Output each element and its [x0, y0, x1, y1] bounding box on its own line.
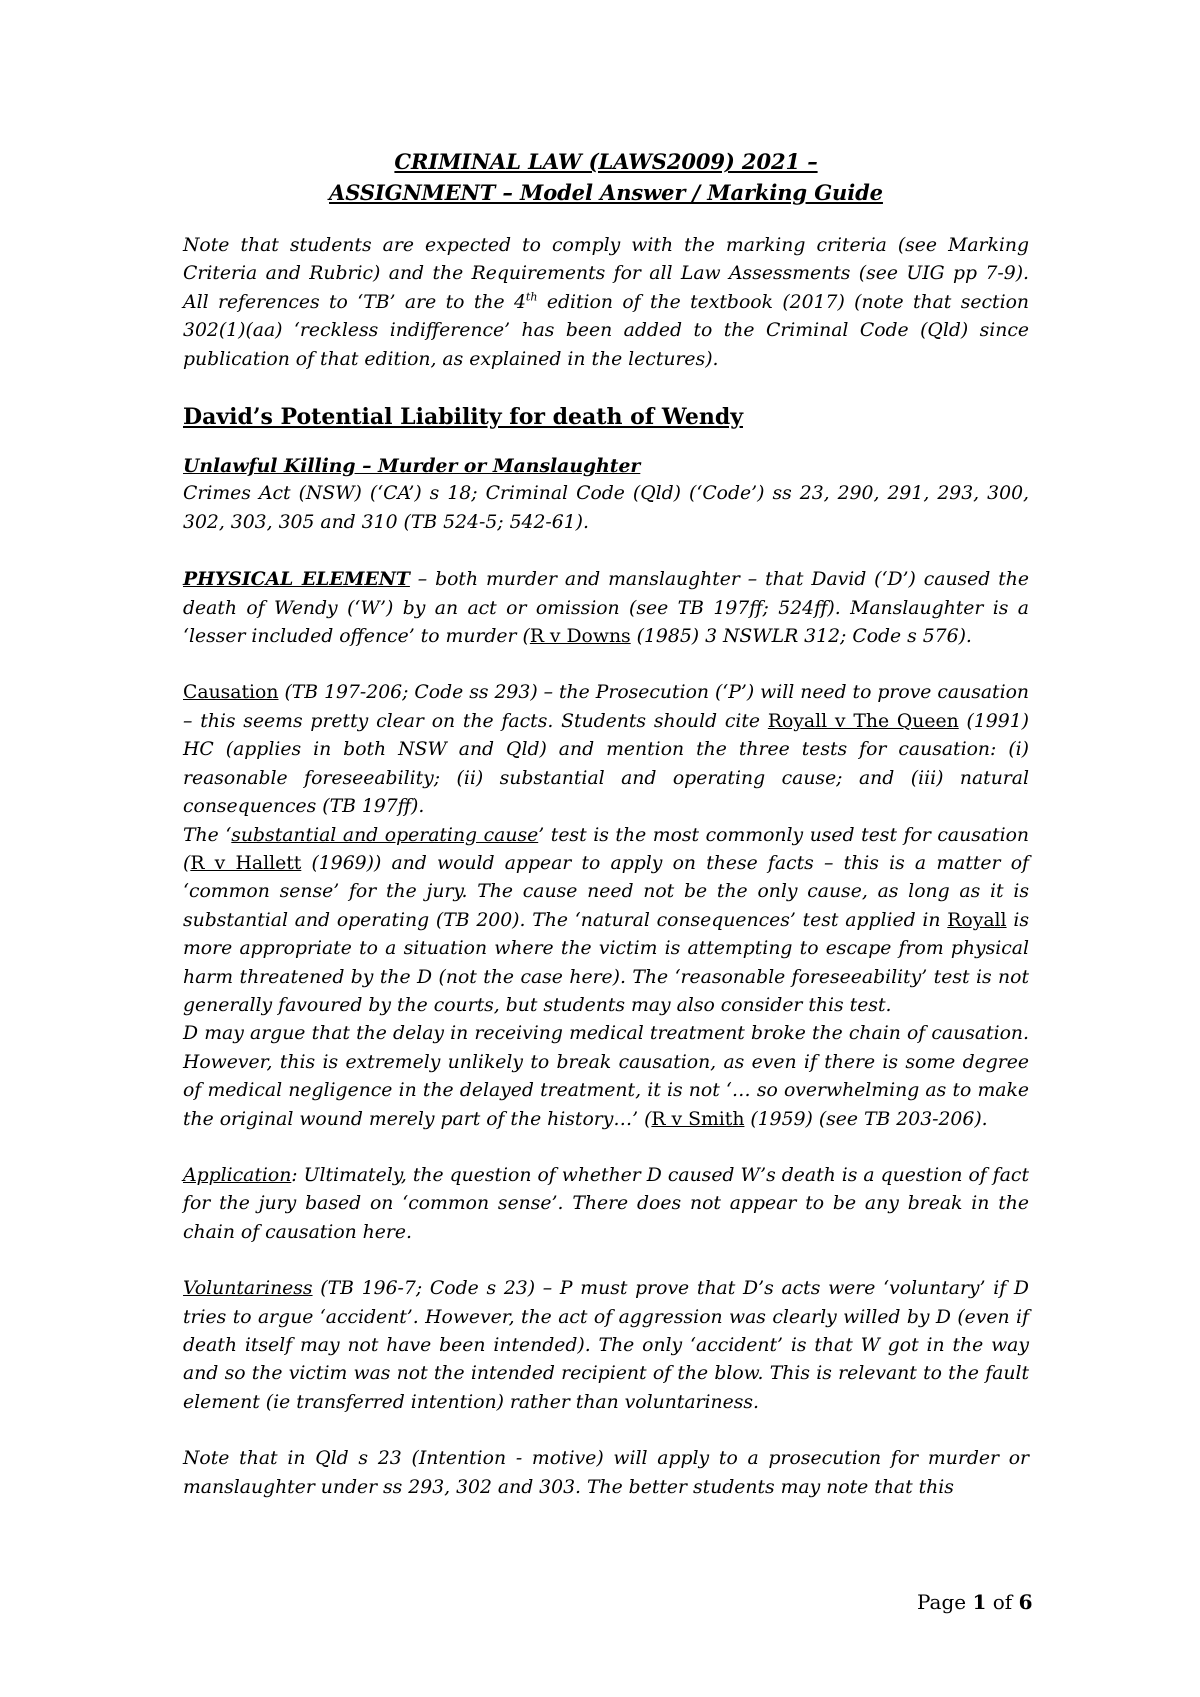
causation-label: Causation — [183, 682, 279, 704]
causation-paragraph: Causation (TB 197-206; Code ss 293) – the Prosecution (‘P’) will need to prove causation – this seems pretty clear on the facts. Students should cite Royall v The Queen (1991) HC (applies in both NSW and Qld) and mention the three tests for causation: (i) reasonable foreseeability; (ii) substantial and operating cause; and (iii) natural consequences (TB 197ff). — [183, 682, 1029, 818]
case-citation: R v Smith — [651, 1108, 745, 1130]
term-underlined: substantial and operating cause — [231, 824, 539, 846]
page-number-footer: Page 1 of 6 — [917, 1590, 1033, 1614]
statutes-paragraph: Crimes Act (NSW) (‘CA’) s 18; Criminal Code (Qld) (‘Code’) ss 23, 290, 291, 293, 300, 302, 303, 305 and 310 (TB 524-5; 542-61). — [183, 483, 1029, 533]
application-paragraph: Application: Ultimately, the question of whether D caused W’s death is a question of fact for the jury based on ‘common sense’. There does not appear to be any break in the chain of causation here. — [183, 1164, 1029, 1243]
medical-delay-paragraph: D may argue that the delay in receiving medical treatment broke the chain of causation. However, this is extremely unlikely to break causation, as even if there is some degree of medical negligence in the delayed treatment, it is not ‘… so overwhelming as to make the original wound merely part of the history…’ (R v Smith (1959) (see TB 203-206). — [183, 1023, 1029, 1130]
case-citation: R v Downs — [529, 626, 631, 648]
voluntariness-paragraph: Voluntariness (TB 196-7; Code s 23) – P must prove that D’s acts were ‘voluntary’ if D tries to argue ‘accident’. However, the act of aggression was clearly willed by D (even if death itself may not have been intended). The only ‘accident’ is that W got in the way and so the victim was not the intended recipient of the blow. This is relevant to the fault element (ie transferred intention) rather than voluntariness. — [183, 1278, 1029, 1413]
document-body — [183, 146, 1029, 1502]
intro-paragraph: Note that students are expected to comply with the marking criteria (see Marking Criteria and Rubric) and the Requirements for all Law Assessments (see UIG pp 7-9). All references to ‘TB’ are to the 4th edition of the textbook (2017) (note that section 302(1)(aa) ‘reckless indifference’ has been added to the Criminal Code (Qld) since publication of that edition, as explained in the lectures). — [183, 235, 1029, 370]
section-heading: David’s Potential Liability for death of Wendy — [183, 404, 743, 431]
case-citation: Royall — [947, 909, 1007, 931]
case-citation: Royall v The Queen — [767, 710, 959, 732]
substantial-cause-paragraph: The ‘substantial and operating cause’ test is the most commonly used test for causation (R v Hallett (1969)) and would appear to apply on these facts – this is a matter of ‘common sense’ for the jury. The cause need not be the only cause, as long as it is substantial and operating (TB 200). The ‘natural consequences’ test applied in Royall is more appropriate to a situation where the victim is attempting to escape from physical harm threatened by the D (not the case here). The ‘reasonable foreseeability’ test is not generally favoured by the courts, but students may also consider this test. — [183, 824, 1030, 1016]
voluntariness-label: Voluntariness — [183, 1278, 313, 1300]
physical-element-paragraph: PHYSICAL ELEMENT – both murder and manslaughter – that David (‘D’) caused the death of Wendy (‘W’) by an act or omission (see TB 197ff; 524ff). Manslaughter is a ‘lesser included offence’ to murder (R v Downs (1985) 3 NSWLR 312; Code s 576). — [183, 568, 1029, 648]
case-citation: R v Hallett — [190, 852, 302, 874]
document-title-line-1: CRIMINAL LAW (LAWS2009) 2021 – — [394, 149, 818, 174]
document-title-line-2: ASSIGNMENT – Model Answer / Marking Guide — [329, 180, 883, 205]
subsection-heading: Unlawful Killing – Murder or Manslaughter — [183, 455, 641, 478]
application-label: Application — [183, 1164, 292, 1186]
note-paragraph: Note that in Qld s 23 (Intention - motive) will apply to a prosecution for murder or manslaughter under ss 293, 302 and 303. The better students may note that this — [183, 1448, 1029, 1498]
physical-element-label: PHYSICAL ELEMENT — [183, 568, 410, 591]
